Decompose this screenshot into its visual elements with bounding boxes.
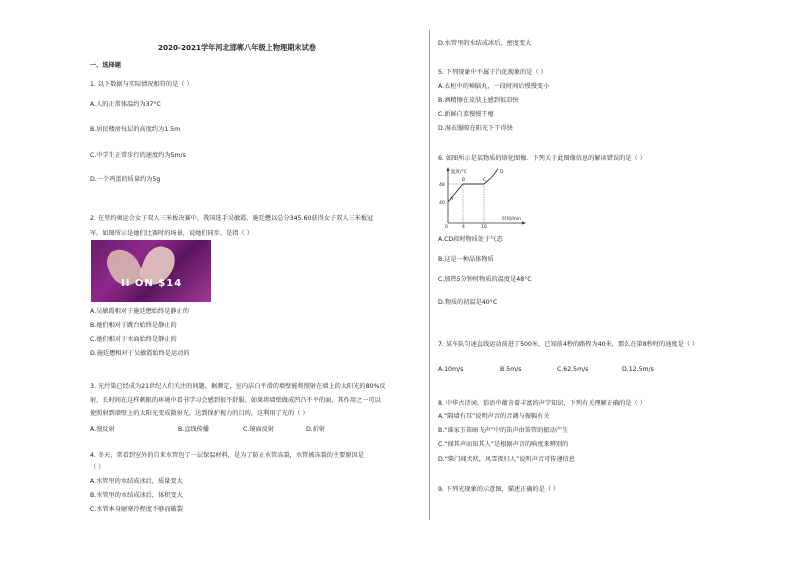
- section-heading: 一、选择题: [90, 62, 121, 69]
- question-6-option-b: B.这是一种晶体物质: [438, 256, 494, 263]
- question-8-option-d: D.“柴门闻犬吠，风雪夜归人”说明声音可传递信息: [438, 456, 575, 463]
- question-8-stem: 8. 中华古诗词、俗语中蕴含着丰富的声学知识，下列有关理解正确的是（ ）: [438, 400, 646, 407]
- question-2-option-c: C.她们相对于水面始终是静止的: [90, 336, 177, 343]
- x-axis-arrow: [522, 222, 526, 225]
- question-5-option-c: C.新鲜白菜慢慢干瘪: [438, 111, 494, 118]
- question-4-stem-line-2: （ ）: [90, 464, 105, 471]
- question-6-option-a: A.CD段时物质处于气态: [438, 236, 503, 243]
- question-7-option-a: A.10m/s: [438, 366, 464, 373]
- question-2-option-a: A.吴敏霞相对于施廷懋始终是静止的: [90, 308, 189, 315]
- y-tick-48: 48: [439, 183, 445, 188]
- y-axis-label: 温度/°C: [451, 170, 467, 175]
- point-d: D: [500, 170, 504, 175]
- y-axis-arrow: [447, 167, 450, 171]
- question-6-stem: 6. 如图所示是某物质的熔化图像．下列关于此图像信息的解读错误的是（ ）: [438, 155, 646, 162]
- question-5-option-a: A.衣柜中的樟脑丸，一段时间后慢慢变小: [438, 83, 550, 90]
- question-2-option-b: B.她们相对于跳台始终是静止的: [90, 322, 177, 329]
- x-tick-10: 10: [481, 225, 487, 230]
- x-tick-0: 0: [445, 225, 448, 230]
- question-5-option-d: D.湿衣服晾在阳光下干得快: [438, 125, 513, 132]
- question-3-option-b: B.直线传播: [178, 426, 209, 433]
- photo-caption: II ON $14: [121, 278, 183, 289]
- question-7-stem: 7. 某车队匀速直线运动前进了500米，已知前4秒的路程为40米，那么在第8秒时的速度是（ ）: [438, 341, 699, 348]
- question-9-stem: 9. 下列光现象的示意图，描述正确的是（ ）: [438, 486, 560, 493]
- question-3-stem-line-1: 3. 光污染已经成为21世纪人们关注的问题，据测定，室内洁白平滑的墙壁能将照射在墙上的太阳光的80%反: [90, 383, 386, 390]
- question-1-stem: 1. 以下数据与实际情况相符的是（ ）: [90, 81, 193, 88]
- question-7-option-b: B.5m/s: [500, 366, 522, 373]
- question-4-option-d: D.水管里的水结成冰后，密度变大: [438, 40, 532, 47]
- point-c: C: [483, 178, 487, 183]
- melting-graph: [438, 165, 528, 230]
- question-2-stem-line-2: 军。如图所示是她们比赛时的场景，说她们同步，是指（ ）: [90, 230, 253, 237]
- question-8-option-b: B.“谁家玉笛暗飞声”中的笛声由笛管的振动产生: [438, 427, 569, 434]
- x-axis-label: 时间/min: [502, 217, 522, 222]
- question-4-option-b: B.水管里的水结成冰后，体积变大: [90, 492, 183, 499]
- question-1-option-c: C.中学生正常步行的速度约为5m/s: [90, 152, 186, 159]
- x-tick-4: 4: [462, 225, 465, 230]
- question-5-option-b: B.酒精擦在皮肤上感到很凉快: [438, 97, 519, 104]
- question-7-option-d: D.12.5m/s: [622, 366, 654, 373]
- question-8-option-c: C.“闻其声而知其人”是根据声音的响度来辨别的: [438, 441, 569, 448]
- question-6-option-c: C.加热5分钟时物质的温度是48°C: [438, 276, 532, 283]
- question-2-stem-line-1: 2. 在里约奥运会女子双人三米板决赛中，我国选手吴敏霞、施廷懋以总分345.60获得女子双人三米板冠: [90, 215, 374, 222]
- question-3-option-c: C.镜面反射: [243, 426, 275, 433]
- question-4-option-c: C.水管本身耐寒冷程度不够而破裂: [90, 506, 183, 513]
- question-1-option-b: B.居民楼房每层的高度约为1.5m: [90, 126, 181, 133]
- question-7-option-c: C.62.5m/s: [557, 366, 589, 373]
- question-3-stem-line-2: 射，长时间在这样刺眼的环境中看书学习会感到很不舒服。如果将墙壁做成凹凸不平的面，其作用之一可以: [90, 397, 381, 404]
- question-6-option-d: D.物质的初温是40°C: [438, 299, 498, 306]
- point-a: A: [450, 197, 454, 202]
- exam-title: 2020-2021学年河北邯郸八年级上物理期末试卷: [158, 43, 316, 52]
- question-4-option-a: A.水管里的水结成冰后，质量变大: [90, 478, 183, 485]
- question-1-option-d: D.一个鸡蛋的质量约为5g: [90, 176, 161, 183]
- question-1-option-a: A.人的正常体温约为37°C: [90, 101, 161, 108]
- diving-photo: [91, 240, 211, 302]
- column-divider: [429, 30, 430, 520]
- question-8-option-a: A.“隔墙有耳”说明声音的音调与振幅有关: [438, 413, 550, 420]
- question-3-option-a: A.漫反射: [90, 426, 115, 433]
- question-3-stem-line-3: 使照射到墙壁上的太阳光变成散射光，达到保护视力的目的，这利用了光的（ ）: [90, 410, 309, 417]
- question-3-option-d: D.折射: [306, 426, 326, 433]
- question-2-option-d: D.施廷懋相对于吴敏霞始终是运动的: [90, 350, 190, 357]
- point-b: B: [462, 178, 466, 183]
- y-tick-40: 40: [439, 201, 445, 206]
- question-5-stem: 5. 下列现象中不属于汽化现象的是（ ）: [438, 69, 547, 76]
- question-4-stem-line-1: 4. 冬天，常看到室外的自来水管包了一层保温材料，是为了防止水管冻裂，水管被冻裂的主要原因是: [90, 452, 364, 459]
